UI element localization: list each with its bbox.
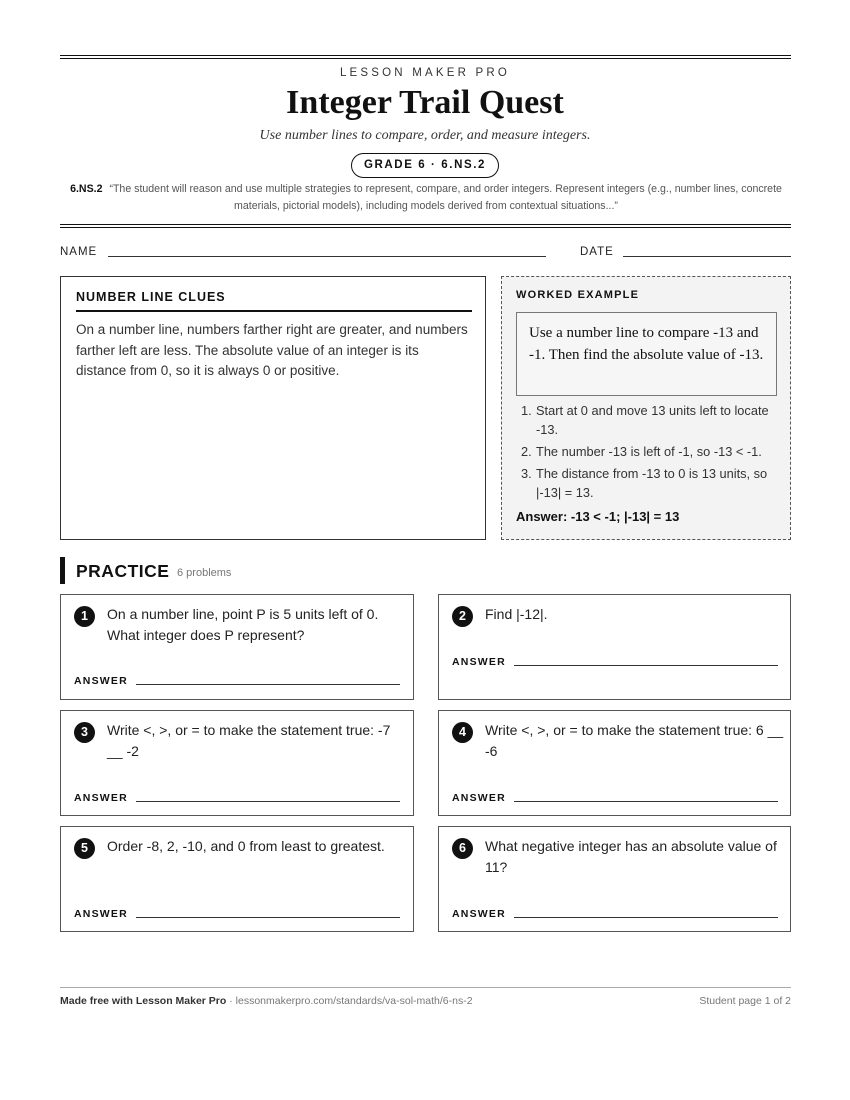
worked-step	[516, 464, 784, 502]
problem-text: What negative integer has an absolute value of 11?	[485, 838, 777, 875]
answer-field[interactable]	[514, 801, 778, 802]
problem-text: Write <, >, or = to make the statement true: 6 __ -6	[485, 722, 784, 759]
standard-quote: “The student will reason and use multiple strategies to represent, compare, and order integers. Represent integers (e.g., number lines, concrete materials, pictorial models), including models derived from contextual situations...”	[109, 183, 782, 212]
answer-field[interactable]	[136, 684, 400, 685]
problem-number-badge: 3	[74, 722, 95, 743]
footer-url: · lessonmakerpro.com/standards/va-sol-math/6-ns-2	[226, 995, 473, 1007]
step-number: 3.	[521, 466, 532, 481]
problem-text: On a number line, point P is 5 units left of 0. What integer does P represent?	[107, 606, 379, 643]
problem-number-badge: 2	[452, 606, 473, 627]
answer-field[interactable]	[136, 917, 400, 918]
problem-card-6	[438, 826, 791, 932]
footer-page-number: Student page 1 of 2	[699, 995, 791, 1007]
date-label: DATE	[580, 246, 614, 258]
problem-number-badge: 4	[452, 722, 473, 743]
step-number: 2.	[521, 444, 532, 459]
problem-number-badge: 6	[452, 838, 473, 859]
practice-heading: PRACTICE	[76, 561, 170, 581]
footer-credit	[60, 995, 473, 1007]
top-divider	[60, 55, 791, 59]
problem-number-badge: 5	[74, 838, 95, 859]
answer-label: ANSWER	[74, 908, 128, 920]
problem-card-1	[60, 594, 414, 700]
problem-card-4	[438, 710, 791, 816]
standard-description	[66, 181, 786, 215]
page-subtitle: Use number lines to compare, order, and measure integers.	[259, 128, 591, 143]
name-label: NAME	[60, 246, 98, 258]
answer-field[interactable]	[514, 665, 778, 666]
page-title: Integer Trail Quest	[286, 84, 564, 121]
worked-example-answer: Answer: -13 < -1; |-13| = 13	[516, 509, 680, 524]
problem-number-badge: 1	[74, 606, 95, 627]
step-text: Start at 0 and move 13 units left to locate -13.	[536, 403, 769, 437]
problem-text: Find |-12|.	[485, 606, 548, 622]
answer-label: ANSWER	[452, 792, 506, 804]
step-text: The distance from -13 to 0 is 13 units, so |-13| = 13.	[536, 466, 768, 500]
date-field[interactable]	[623, 256, 791, 257]
answer-label: ANSWER	[452, 908, 506, 920]
worked-example-box	[501, 276, 791, 540]
step-number: 1.	[521, 403, 532, 418]
grade-badge: GRADE 6 · 6.NS.2	[351, 153, 499, 178]
problem-text: Write <, >, or = to make the statement true: -7 __ -2	[107, 722, 391, 759]
problem-card-2	[438, 594, 791, 700]
practice-count: 6 problems	[177, 567, 232, 579]
number-line-clues-box	[60, 276, 486, 540]
clues-text: On a number line, numbers farther right are greater, and numbers farther left are less. The absolute value of an integer is its distance from 0, so it is always 0 or positive.	[76, 322, 468, 378]
problem-card-5	[60, 826, 414, 932]
problem-card-3	[60, 710, 414, 816]
answer-field[interactable]	[514, 917, 778, 918]
answer-label: ANSWER	[74, 792, 128, 804]
name-field[interactable]	[108, 256, 546, 257]
standard-code: 6.NS.2	[70, 183, 103, 195]
problem-text: Order -8, 2, -10, and 0 from least to greatest.	[107, 838, 385, 854]
footer-made-with: Made free with Lesson Maker Pro	[60, 995, 227, 1007]
answer-label: ANSWER	[74, 675, 128, 687]
brand-name: LESSON MAKER PRO	[339, 67, 511, 79]
step-text: The number -13 is left of -1, so -13 < -1.	[536, 444, 762, 459]
answer-field[interactable]	[136, 801, 400, 802]
worked-step	[516, 442, 784, 461]
worked-example-steps	[516, 401, 784, 505]
worked-example-heading: WORKED EXAMPLE	[516, 289, 640, 301]
worked-example-prompt: Use a number line to compare -13 and -1. Then find the absolute value of -13.	[516, 312, 777, 396]
worked-step	[516, 401, 784, 439]
practice-accent-bar	[60, 557, 65, 584]
footer-divider	[60, 987, 791, 988]
answer-label: ANSWER	[452, 656, 506, 668]
clues-heading: NUMBER LINE CLUES	[76, 290, 472, 312]
header-divider	[60, 224, 791, 228]
